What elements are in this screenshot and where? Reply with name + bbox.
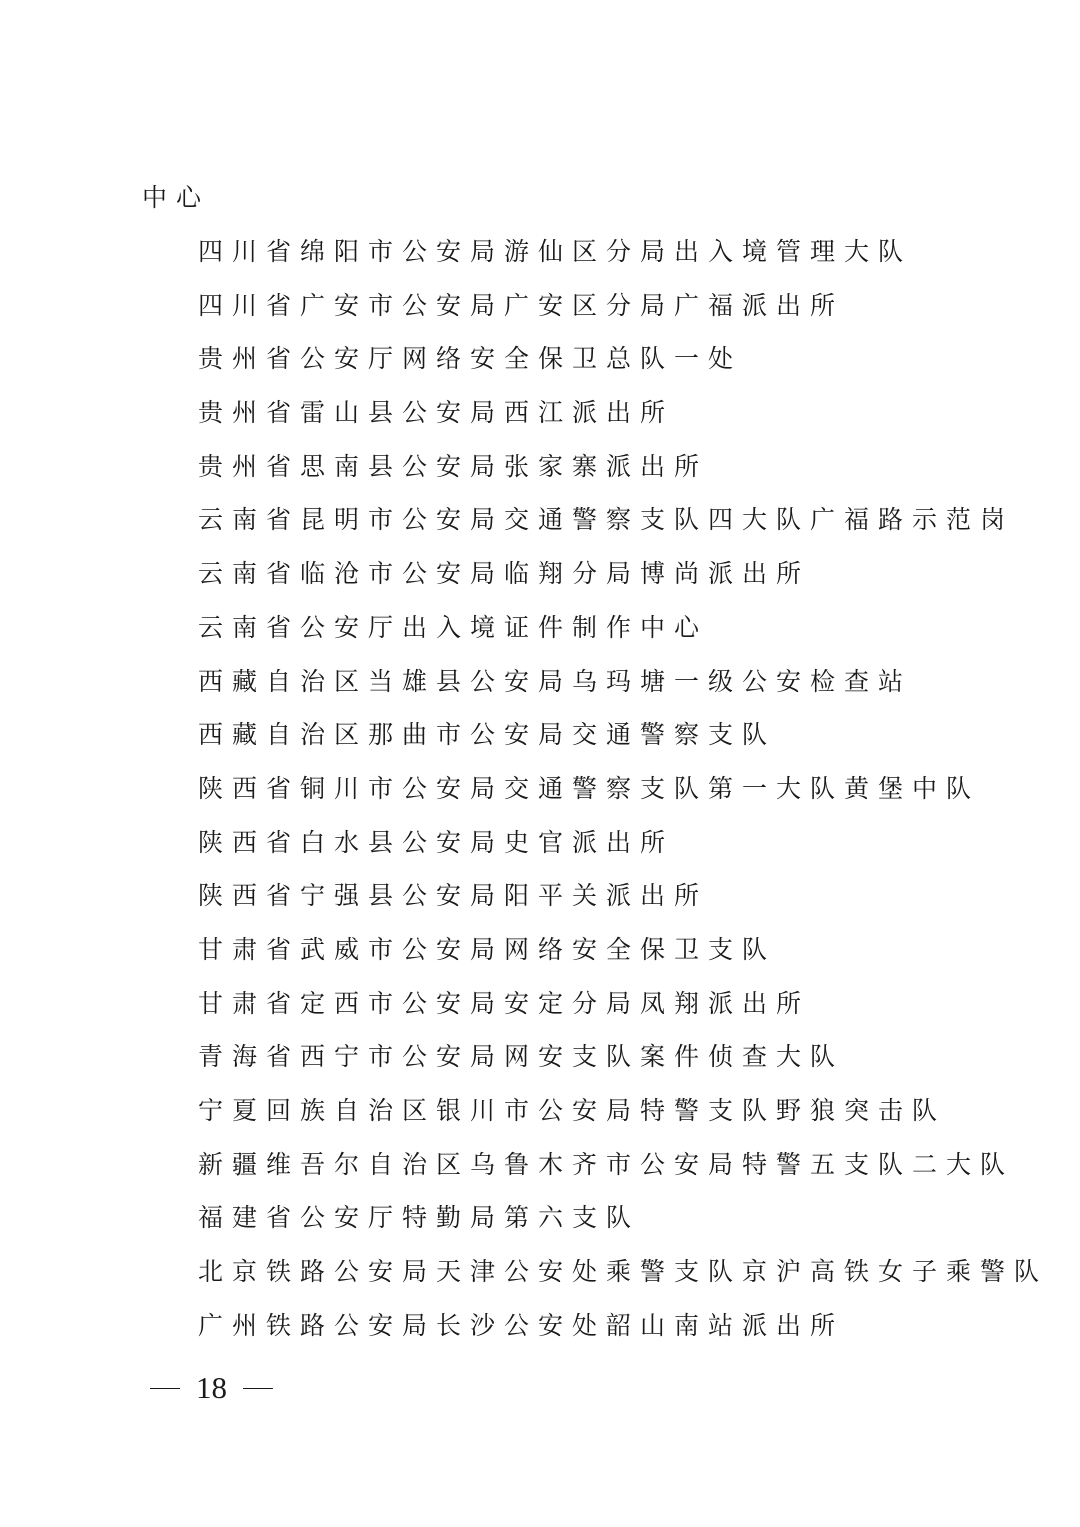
list-item: 云南省公安厅出入境证件制作中心: [198, 612, 709, 642]
list-item: 西藏自治区当雄县公安局乌玛塘一级公安检查站: [198, 666, 913, 696]
list-item: 贵州省公安厅网络安全保卫总队一处: [198, 344, 743, 374]
list-item: 北京铁路公安局天津公安处乘警支队京沪高铁女子乘警队: [198, 1257, 1049, 1287]
unit-list: [198, 232, 1048, 1359]
list-item: 甘肃省武威市公安局网络安全保卫支队: [198, 934, 777, 964]
list-item: 贵州省思南县公安局张家寨派出所: [198, 451, 709, 481]
list-item: 四川省绵阳市公安局游仙区分局出入境管理大队: [198, 237, 913, 266]
list-item: 陕西省宁强县公安局阳平关派出所: [198, 881, 709, 911]
list-item: 福建省公安厅特勤局第六支队: [198, 1203, 641, 1233]
list-item: 四川省广安市公安局广安区分局广福派出所: [198, 290, 845, 320]
list-item: 陕西省白水县公安局史官派出所: [198, 827, 675, 857]
list-item: 云南省临沧市公安局临翔分局博尚派出所: [198, 559, 811, 589]
left-dash: [150, 1388, 180, 1389]
list-item: 西藏自治区那曲市公安局交通警察支队: [198, 720, 777, 750]
list-item: 宁夏回族自治区银川市公安局特警支队野狼突击队: [198, 1096, 947, 1125]
list-item: 陕西省铜川市公安局交通警察支队第一大队黄堡中队: [198, 773, 981, 803]
page-number: 18: [196, 1370, 227, 1405]
list-item: 甘肃省定西市公安局安定分局凤翔派出所: [198, 988, 811, 1018]
continued-line: 中心: [142, 183, 211, 212]
list-item: 新疆维吾尔自治区乌鲁木齐市公安局特警五支队二大队: [198, 1149, 1015, 1179]
right-dash: [243, 1388, 273, 1389]
list-item: 青海省西宁市公安局网安支队案件侦查大队: [198, 1042, 845, 1072]
list-item: 广州铁路公安局长沙公安处韶山南站派出所: [198, 1310, 845, 1340]
list-item: 云南省昆明市公安局交通警察支队四大队广福路示范岗: [198, 505, 1015, 535]
list-item: 贵州省雷山县公安局西江派出所: [198, 398, 675, 428]
page-footer: [150, 1368, 273, 1408]
